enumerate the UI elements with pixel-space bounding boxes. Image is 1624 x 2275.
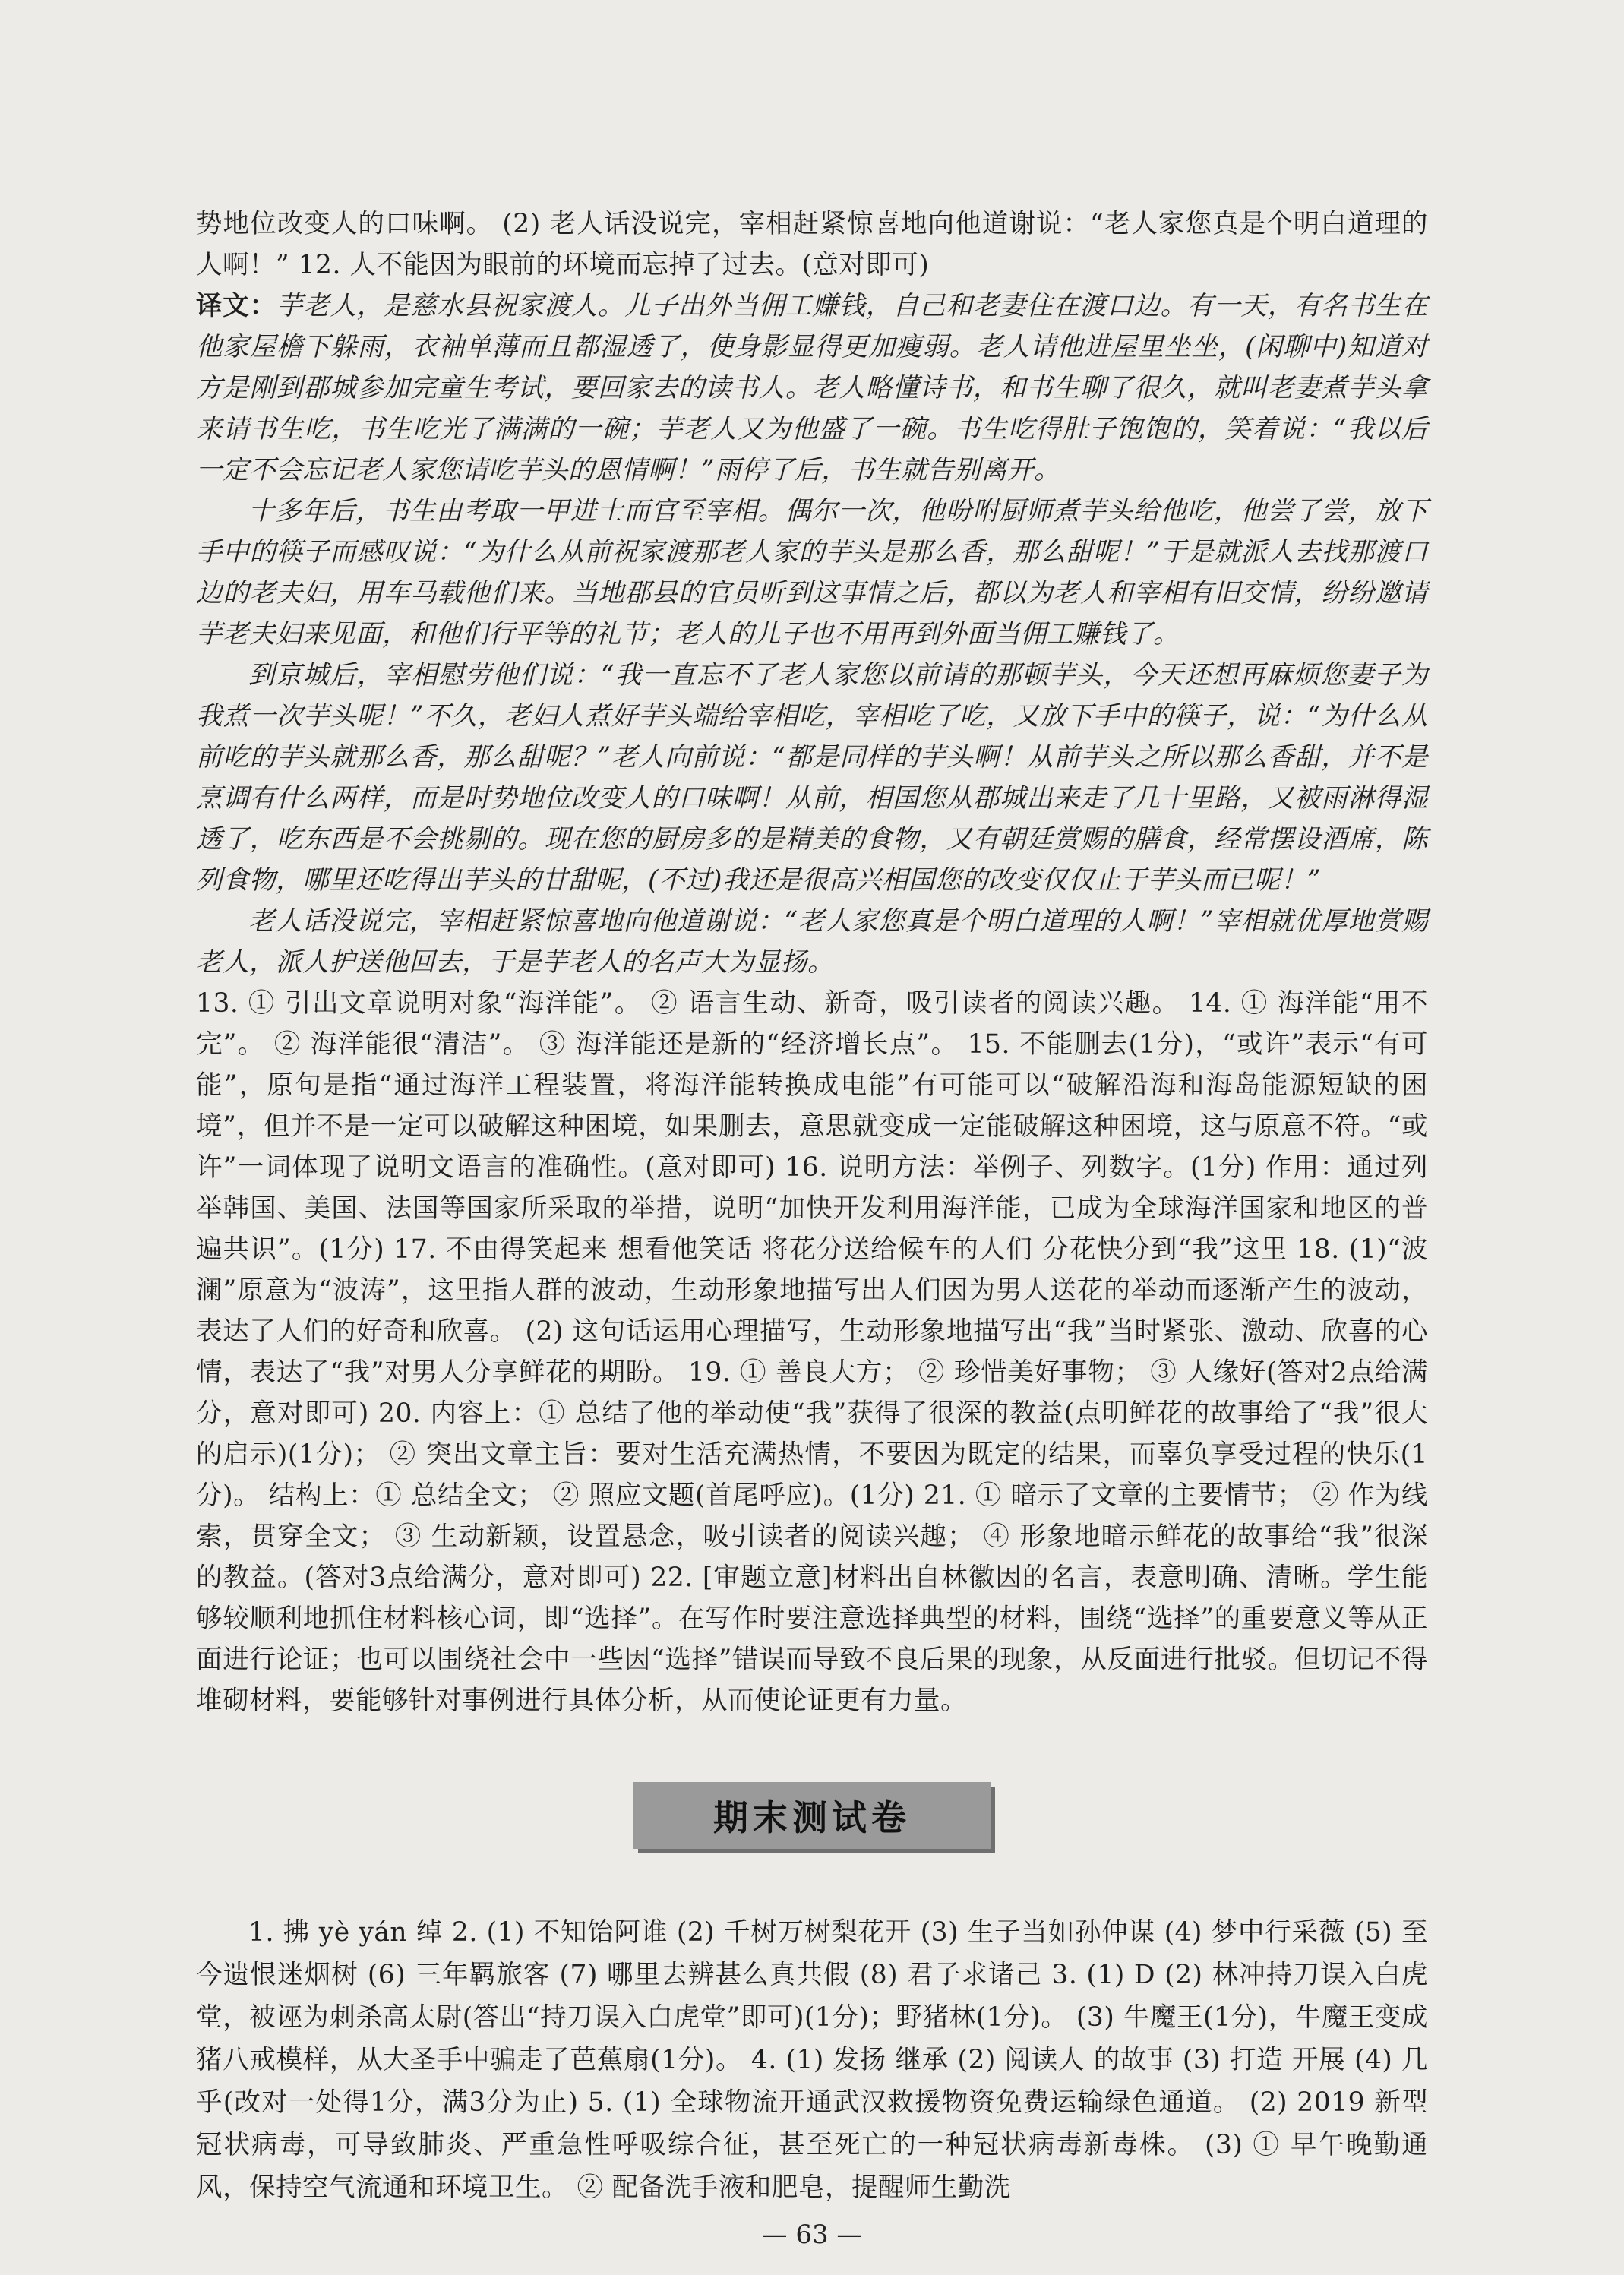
answer-paragraph-11-12: 势地位改变人的口味啊。 (2) 老人话没说完，宰相赶紧惊喜地向他道谢说：“老人家您真是个明白道理的人啊！” 12. 人不能因为眼前的环境而忘掉了过去。(意对即可) <box>196 209 1428 280</box>
translation-label: 译文： <box>196 291 276 321</box>
translation-paragraph-1 <box>196 286 1428 491</box>
final-exam-answers <box>196 1911 1428 2209</box>
translation-paragraph-4: 老人话没说完，宰相赶紧惊喜地向他道谢说：“老人家您真是个明白道理的人啊！”宰相就优厚地赏赐老人，派人护送他回去，于是芋老人的名声大为显扬。 <box>196 906 1428 978</box>
section-title-final-exam: 期末测试卷 <box>633 1782 991 1849</box>
translation-paragraph-2: 十多年后，书生由考取一甲进士而官至宰相。偶尔一次，他吩咐厨师煮芋头给他吃，他尝了尝，放下手中的筷子而感叹说：“为什么从前祝家渡那老人家的芋头是那么香，那么甜呢！”于是就派人去找那渡口边的老夫妇，用车马载他们来。当地郡县的官员听到这事情之后，都以为老人和宰相有旧交情，纷纷邀请芋老夫妇来见面，和他们行平等的礼节；老人的儿子也不用再到外面当佣工赚钱了。 <box>196 496 1428 649</box>
answer-paragraph-13-22: 13. ① 引出文章说明对象“海洋能”。 ② 语言生动、新奇，吸引读者的阅读兴趣。 14. ① 海洋能“用不完”。 ② 海洋能很“清洁”。 ③ 海洋能还是新的“经济增长点”。 15. 不能删去(1分)，“或许”表示“有可能”，原句是指“通过海洋工程装置，将海洋能转换成电能”有可能可以“破解沿海和海岛能源短缺的困境”，但并不是一定可以破解这种困境，如果删去，意思就变成一定能破解这种困境，这与原意不符。“或许”一词体现了说明文语言的准确性。(意对即可) 16. 说明方法：举例子、列数字。(1分) 作用：通过列举韩国、美国、法国等国家所采取的举措，说明“加快开发利用海洋能，已成为全球海洋国家和地区的普遍共识”。(1分) 17. 不由得笑起来 想看他笑话 将花分送给候车的人们 分花快分到“我”这里 18. (1)“波澜”原意为“波涛”，这里指人群的波动，生动形象地描写出人们因为男人送花的举动而逐渐产生的波动，表达了人们的好奇和欣喜。 (2) 这句话运用心理描写，生动形象地描写出“我”当时紧张、激动、欣喜的心情，表达了“我”对男人分享鲜花的期盼。 19. ① 善良大方； ② 珍惜美好事物； ③ 人缘好(答对2点给满分，意对即可) 20. 内容上：① 总结了他的举动使“我”获得了很深的教益(点明鲜花的故事给了“我”很大的启示)(1分)； ② 突出文章主旨：要对生活充满热情，不要因为既定的结果，而辜负享受过程的快乐(1分)。 结构上：① 总结全文； ② 照应文题(首尾呼应)。(1分) 21. ① 暗示了文章的主要情节； ② 作为线索，贯穿全文； ③ 生动新颖，设置悬念，吸引读者的阅读兴趣； ④ 形象地暗示鲜花的故事给“我”很深的教益。(答对3点给满分，意对即可) 22. [审题立意]材料出自林徽因的名言，表意明确、清晰。学生能够较顺利地抓住材料核心词，即“选择”。在写作时要注意选择典型的材料，围绕“选择”的重要意义等从正面进行论证；也可以围绕社会中一些因“选择”错误而导致不良后果的现象，从反面进行批驳。但切记不得堆砌材料，要能够针对事例进行具体分析，从而使论证更有力量。 <box>196 988 1428 1716</box>
answer-paragraph-final-1-5: 1. 拂 yè yán 绰 2. (1) 不知饴阿谁 (2) 千树万树梨花开 (3) 生子当如孙仲谋 (4) 梦中行采薇 (5) 至今遗恨迷烟树 (6) 三年羁旅客 (7) 哪里去辨甚么真共假 (8) 君子求诸己 3. (1) D (2) 林冲持刀误入白虎堂，被诬为刺杀高太尉(答出“持刀误入白虎堂”即可)(1分)；野猪林(1分)。 (3) 牛魔王(1分)，牛魔王变成猪八戒模样，从大圣手中骗走了芭蕉扇(1分)。 4. (1) 发扬 继承 (2) 阅读人 的故事 (3) 打造 开展 (4) 几乎(改对一处得1分，满3分为止) 5. (1) 全球物流开通武汉救援物资免费运输绿色通道。 (2) 2019 新型冠状病毒，可导致肺炎、严重急性呼吸综合征，甚至死亡的一种冠状病毒新毒株。 (3) ① 早午晚勤通风，保持空气流通和环境卫生。 ② 配备洗手液和肥皂，提醒师生勤洗 <box>196 1917 1428 2203</box>
translation-text-1: 芋老人，是慈水县祝家渡人。儿子出外当佣工赚钱，自己和老妻住在渡口边。有一天，有名书生在他家屋檐下躲雨，衣袖单薄而且都湿透了，使身影显得更加瘦弱。老人请他进屋里坐坐，(闲聊中)知道对方是刚到郡城参加完童生考试，要回家去的读书人。老人略懂诗书，和书生聊了很久，就叫老妻煮芋头拿来请书生吃，书生吃光了满满的一碗；芋老人又为他盛了一碗。书生吃得肚子饱饱的，笑着说：“我以后一定不会忘记老人家您请吃芋头的恩情啊！”雨停了后，书生就告别离开。 <box>196 291 1429 485</box>
page-number: — 63 — <box>761 2220 863 2250</box>
translation-paragraph-3: 到京城后，宰相慰劳他们说：“我一直忘不了老人家您以前请的那顿芋头，今天还想再麻烦您妻子为我煮一次芋头呢！”不久，老妇人煮好芋头端给宰相吃，宰相吃了吃，又放下手中的筷子，说：“为什么从前吃的芋头就那么香，那么甜呢？”老人向前说：“都是同样的芋头啊！从前芋头之所以那么香甜，并不是烹调有什么两样，而是时势地位改变人的口味啊！从前，相国您从郡城出来走了几十里路，又被雨淋得湿透了，吃东西是不会挑剔的。现在您的厨房多的是精美的食物，又有朝廷赏赐的膳食，经常摆设酒席，陈列食物，哪里还吃得出芋头的甘甜呢，(不过)我还是很高兴相国您的改变仅仅止于芋头而已呢！” <box>196 660 1428 896</box>
